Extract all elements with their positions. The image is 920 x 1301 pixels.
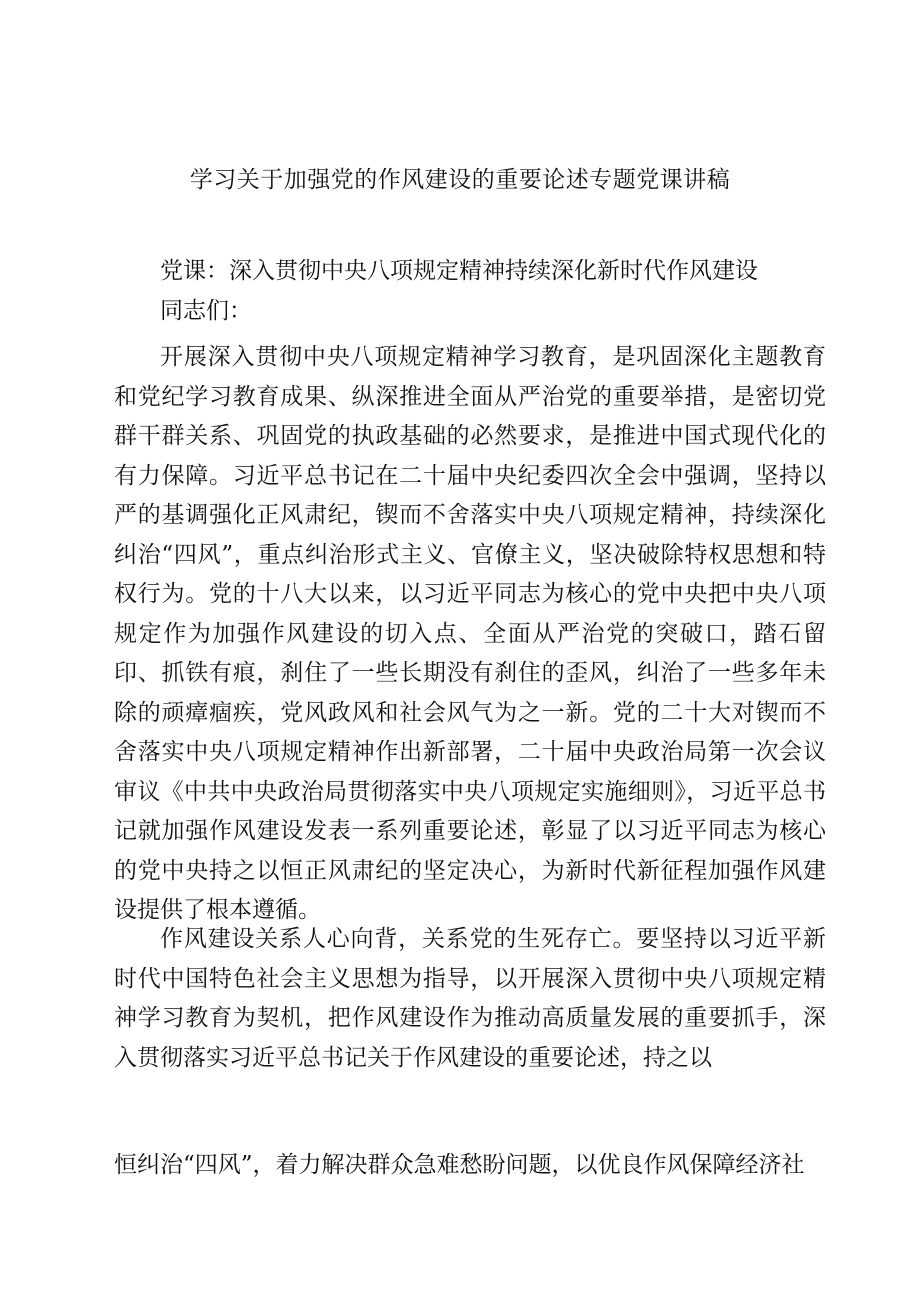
- document-title: 学习关于加强党的作风建设的重要论述专题党课讲稿: [189, 167, 731, 193]
- lecture-subtitle: 党课：深入贯彻中央八项规定精神持续深化新时代作风建设: [160, 258, 758, 284]
- paragraph-3: 恒纠治“四风”，着力解决群众急难愁盼问题，以优良作风保障经济社: [114, 1152, 805, 1178]
- paragraph-1: 开展深入贯彻中央八项规定精神学习教育，是巩固深化主题教育和党纪学习教育成果、纵深推进全面从严治党的重要举措，是密切党群干群关系、巩固党的执政基础的必然要求，是推进中国式现代化的有力保障。习近平总书记在二十届中央纪委四次全会中强调，坚持以严的基调强化正风肃纪，锲而不舍落实中央八项规定精神，持续深化纠治“四风”，重点纠治形式主义、官僚主义，坚决破除特权思想和特权行为。党的十八大以来，以习近平同志为核心的党中央把中央八项规定作为加强作风建设的切入点、全面从严治党的突破口，踏石留印、抓铁有痕，刹住了一些长期没有刹住的歪风，纠治了一些多年未除的顽瘴痼疾，党风政风和社会风气为之一新。党的二十大对锲而不舍落实中央八项规定精神作出新部署，二十届中央政治局第一次会议审议《中共中央政治局贯彻落实中央八项规定实施细则》，习近平总书记就加强作风建设发表一系列重要论述，彰显了以习近平同志为核心的党中央持之以恒正风肃纪的坚定决心，为新时代新征程加强作风建设提供了根本遵循。: [114, 344, 826, 923]
- greeting: 同志们：: [160, 298, 252, 324]
- paragraph-2: 作风建设关系人心向背，关系党的生死存亡。要坚持以习近平新时代中国特色社会主义思想为指导，以开展深入贯彻中央八项规定精神学习教育为契机，把作风建设作为推动高质量发展的重要抓手，深入贯彻落实习近平总书记关于作风建设的重要论述，持之以: [114, 926, 826, 1071]
